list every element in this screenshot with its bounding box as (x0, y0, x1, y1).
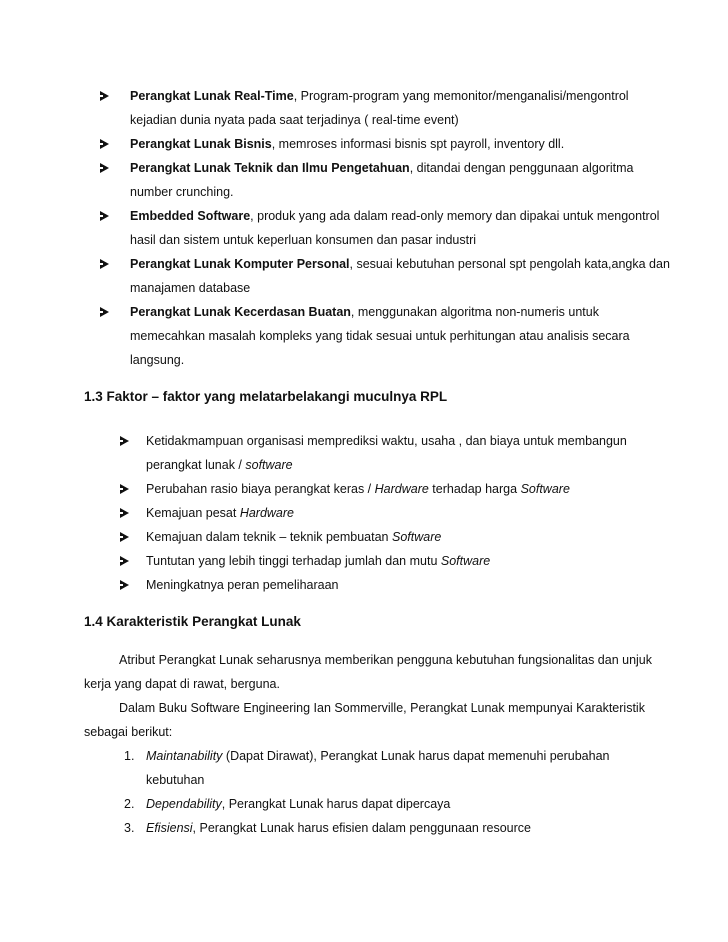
list-item-text: , produk yang ada dalam read-only memory dan dipakai untuk mengontrol (250, 209, 660, 223)
list-item (130, 208, 659, 224)
arrow-bullet-icon (100, 211, 109, 221)
section-heading: 1.4 Karakteristik Perangkat Lunak (84, 614, 301, 629)
text: Perubahan rasio biaya perangkat keras / (146, 482, 375, 496)
list-item (130, 160, 634, 176)
arrow-bullet-icon (120, 556, 129, 566)
italic-text: software (245, 458, 293, 472)
list-item-term: Perangkat Lunak Komputer Personal (130, 257, 350, 271)
list-item-continuation: kejadian dunia nyata pada saat terjadinya ( real-time event) (130, 113, 459, 127)
list-item-continuation: hasil dan sistem untuk keperluan konsumen dan pasar industri (130, 233, 477, 247)
list-number: 1. (124, 749, 135, 763)
list-item-term: Perangkat Lunak Real-Time (130, 89, 294, 103)
list-item: Meningkatnya peran pemeliharaan (146, 578, 339, 592)
list-item-text: , menggunakan algoritma non-numeris untuk (350, 305, 599, 319)
list-item-text: , memroses informasi bisnis spt payroll, inventory dll. (271, 137, 565, 151)
text: , Perangkat Lunak harus efisien dalam penggunaan resource (192, 821, 531, 835)
italic-text: Software (520, 482, 570, 496)
list-item-text: , Program-program yang memonitor/menganalisi/mengontrol (293, 89, 629, 103)
text: (Dapat Dirawat), Perangkat Lunak harus dapat memenuhi perubahan (222, 749, 610, 763)
text: Tuntutan yang lebih tinggi terhadap jumlah dan mutu (146, 554, 441, 568)
arrow-bullet-icon (120, 436, 129, 446)
list-item-continuation: memecahkan masalah kompleks yang tidak sesuai untuk perhitungan atau analisis secara (130, 329, 630, 343)
list-item-continuation: number crunching. (130, 185, 234, 199)
list-item-term: Perangkat Lunak Kecerdasan Buatan (130, 305, 351, 319)
italic-term: Efisiensi (146, 821, 193, 835)
list-number: 2. (124, 797, 135, 811)
text: Kemajuan dalam teknik – teknik pembuatan (146, 530, 392, 544)
list-item (146, 505, 294, 521)
list-item (146, 529, 441, 545)
list-item (130, 256, 670, 272)
arrow-bullet-icon (120, 580, 129, 590)
text: , Perangkat Lunak harus dapat dipercaya (221, 797, 451, 811)
list-item-text: , sesuai kebutuhan personal spt pengolah kata,angka dan (349, 257, 670, 271)
numbered-item (146, 796, 450, 812)
italic-term: Dependability (146, 797, 222, 811)
list-item-continuation: manajamen database (130, 281, 251, 295)
arrow-bullet-icon (100, 139, 109, 149)
list-item-term: Perangkat Lunak Teknik dan Ilmu Pengetahuan (130, 161, 410, 175)
list-item (146, 553, 490, 569)
italic-text: Software (440, 554, 491, 568)
list-item-term: Embedded Software (130, 209, 251, 223)
arrow-bullet-icon (100, 307, 109, 317)
list-item (130, 304, 599, 320)
list-item (130, 136, 564, 152)
section-heading: 1.3 Faktor – faktor yang melatarbelakangi muculnya RPL (84, 389, 448, 404)
text: Kemajuan pesat (146, 506, 240, 520)
list-item-continuation (146, 457, 293, 473)
numbered-item (146, 820, 531, 836)
list-number: 3. (124, 821, 135, 835)
italic-text: Hardware (239, 506, 294, 520)
numbered-item (146, 748, 609, 764)
text: terhadap harga (428, 482, 521, 496)
list-item (146, 481, 570, 497)
arrow-bullet-icon (100, 163, 109, 173)
numbered-item-continuation: kebutuhan (146, 773, 205, 787)
arrow-bullet-icon (120, 508, 129, 518)
list-item-term: Perangkat Lunak Bisnis (130, 137, 272, 151)
italic-text: Software (391, 530, 442, 544)
paragraph-line: Atribut Perangkat Lunak seharusnya memberikan pengguna kebutuhan fungsionalitas dan unjuk (119, 653, 653, 667)
paragraph-line: Dalam Buku Software Engineering Ian Sommerville, Perangkat Lunak mempunyai Karakteristik (119, 701, 645, 715)
arrow-bullet-icon (120, 532, 129, 542)
arrow-bullet-icon (100, 91, 109, 101)
italic-text: Hardware (374, 482, 429, 496)
text: perangkat lunak / (146, 458, 246, 472)
paragraph-line: kerja yang dapat di rawat, berguna. (84, 677, 280, 691)
arrow-bullet-icon (120, 484, 129, 494)
list-item (130, 88, 629, 104)
list-item-continuation: langsung. (130, 353, 185, 367)
italic-term: Maintanability (146, 749, 223, 763)
arrow-bullet-icon (100, 259, 109, 269)
list-item: Ketidakmampuan organisasi memprediksi waktu, usaha , dan biaya untuk membangun (146, 434, 627, 448)
paragraph-line: sebagai berikut: (84, 725, 173, 739)
list-item-text: , ditandai dengan penggunaan algoritma (409, 161, 634, 175)
